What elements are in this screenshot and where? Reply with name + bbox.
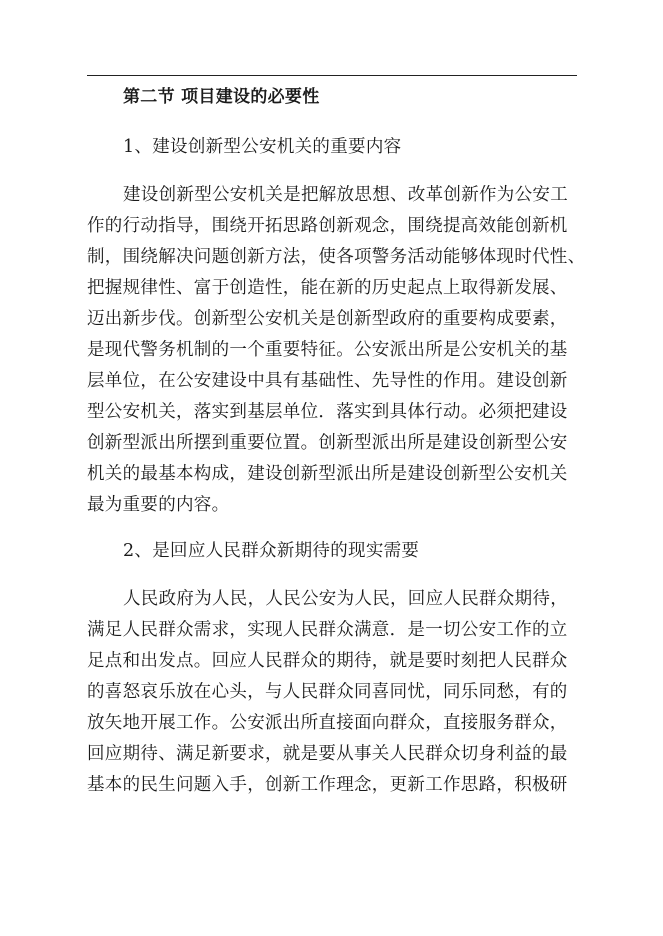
paragraph-line: 放矢地开展工作。公安派出所直接面向群众，直接服务群众， [87, 713, 568, 733]
paragraph-line: 最为重要的内容。 [87, 495, 230, 515]
paragraph-line: 的喜怒哀乐放在心头，与人民群众同喜同忧，同乐同愁，有的 [87, 682, 568, 702]
paragraph-line: 足点和出发点。回应人民群众的期待，就是要时刻把人民群众 [87, 651, 568, 671]
item2-paragraph [87, 584, 583, 801]
paragraph-line: 回应期待、满足新要求，就是要从事关人民群众切身利益的最 [87, 744, 568, 764]
paragraph-line: 创新型派出所摆到重要位置。创新型派出所是建设创新型公安 [87, 433, 568, 453]
paragraph-line: 基本的民生问题入手，创新工作理念，更新工作思路，积极研 [87, 775, 568, 795]
paragraph-line: 型公安机关，落实到基层单位．落实到具体行动。必须把建设 [87, 402, 568, 422]
paragraph-line: 人民政府为人民，人民公安为人民，回应人民群众期待， [123, 589, 568, 609]
paragraph-line: 制，围绕解决问题创新方法，使各项警务活动能够体现时代性、 [87, 247, 586, 267]
document-body [87, 82, 586, 801]
paragraph-line: 建设创新型公安机关是把解放思想、改革创新作为公安工 [123, 185, 568, 205]
item1-paragraph [87, 180, 586, 521]
paragraph-line: 是现代警务机制的一个重要特征。公安派出所是公安机关的基 [87, 340, 568, 360]
paragraph-line: 迈出新步伐。创新型公安机关是创新型政府的重要构成要素， [87, 309, 568, 329]
paragraph-line: 作的行动指导，围绕开拓思路创新观念，围绕提高效能创新机 [87, 216, 568, 236]
item1-heading: 1、建设创新型公安机关的重要内容 [123, 137, 402, 157]
header-rule [87, 75, 577, 76]
item2-heading: 2、是回应人民群众新期待的现实需要 [123, 541, 420, 561]
paragraph-line: 机关的最基本构成，建设创新型派出所是建设创新型公安机关 [87, 464, 568, 484]
paragraph-line: 层单位，在公安建设中具有基础性、先导性的作用。建设创新 [87, 371, 568, 391]
paragraph-line: 满足人民群众需求，实现人民群众满意．是一切公安工作的立 [87, 620, 568, 640]
section-title: 第二节 项目建设的必要性 [123, 87, 320, 107]
paragraph-line: 把握规律性、富于创造性，能在新的历史起点上取得新发展、 [87, 278, 568, 298]
